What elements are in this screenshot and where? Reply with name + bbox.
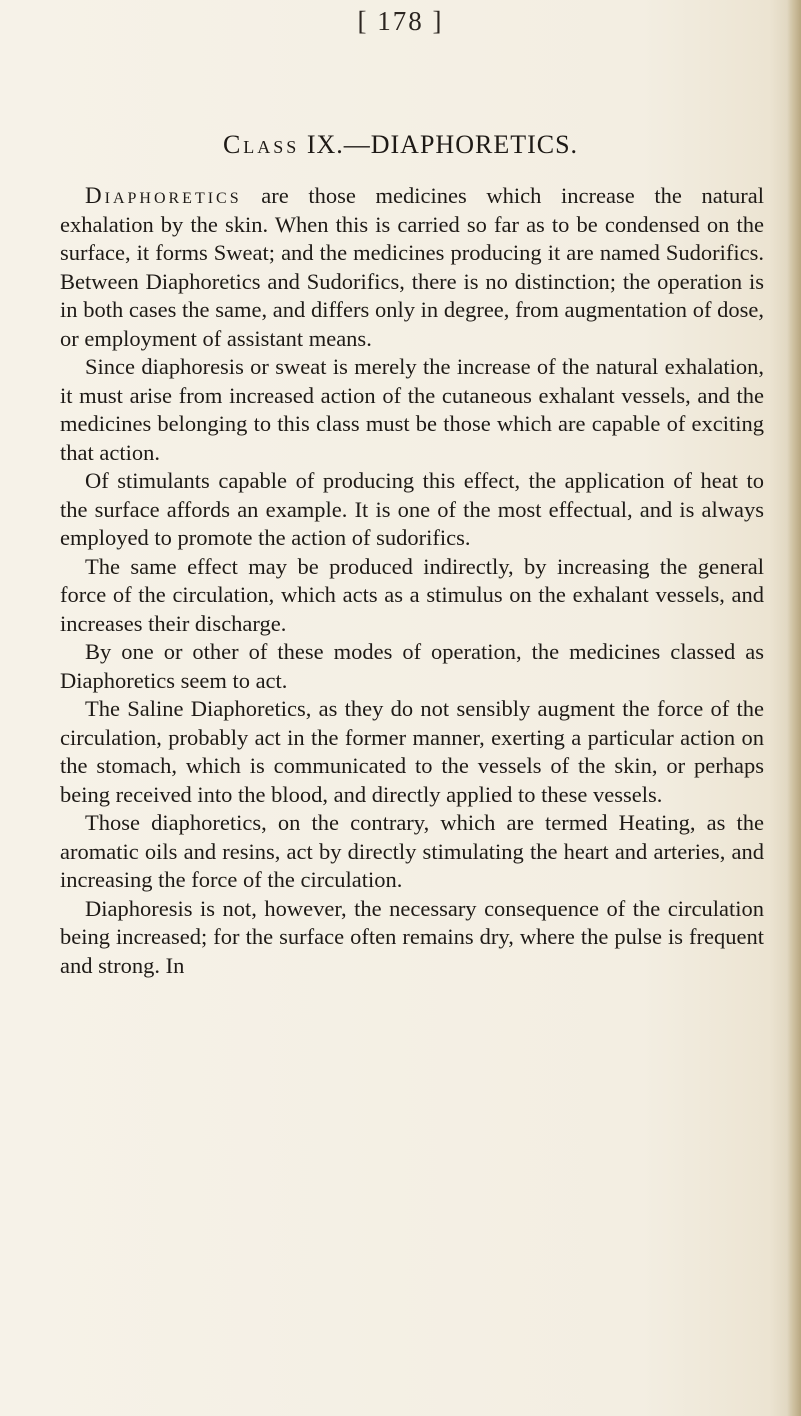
paragraph: The same effect may be produced indirectly, by increasing the general force of the circulation, which acts as a stimulus on the exhalant vessels, and increases their discharge.	[60, 553, 764, 636]
paragraph: Of stimulants capable of producing this effect, the application of heat to the surface affords an example. It is one of the most effectual, and is always employed to promote the action of sudorifics.	[60, 468, 764, 550]
heading-title: IX.—DIAPHORETICS.	[299, 130, 579, 159]
paragraph	[60, 182, 764, 353]
paragraph: Diaphoresis is not, however, the necessary consequence of the circulation being increased; for the surface often remains dry, where the pulse is frequent and strong. In	[60, 895, 764, 978]
paragraph: Since diaphoresis or sweat is merely the increase of the natural exhalation, it must arise from increased action of the cutaneous exhalant vessels, and the medicines belonging to this class must be those which are capable of exciting that action.	[60, 354, 764, 465]
page-number: [ 178 ]	[357, 6, 444, 36]
body-text	[60, 182, 764, 980]
paragraph: By one or other of these modes of operation, the medicines classed as Diaphoretics seem to act.	[60, 639, 764, 693]
paragraph: The Saline Diaphoretics, as they do not sensibly augment the force of the circulation, probably act in the former manner, exerting a particular action on the stomach, which is communicated to the vessels of the skin, or perhaps being received into the blood, and directly applied to these vessels.	[60, 696, 764, 807]
heading-prefix: Class	[222, 130, 300, 159]
lead-word: Diaphoretics	[85, 183, 242, 208]
paragraph-text: are those medicines which increase the natural exhalation by the skin. When this is carried so far as to be condensed on the surface, it forms Sweat; and the medicines producing it are named Sudorifics. Between Diaphoretics and Sudorifics, there is no distinction; the operation is in both cases the same, and differs only in degree, from augmentation of dose, or employment of assistant means.	[60, 183, 764, 351]
page-edge-shadow	[787, 0, 801, 1416]
chapter-heading	[0, 130, 801, 160]
paragraph: Those diaphoretics, on the contrary, which are termed Heating, as the aromatic oils and resins, act by directly stimulating the heart and arteries, and increasing the force of the circulation.	[60, 810, 764, 892]
